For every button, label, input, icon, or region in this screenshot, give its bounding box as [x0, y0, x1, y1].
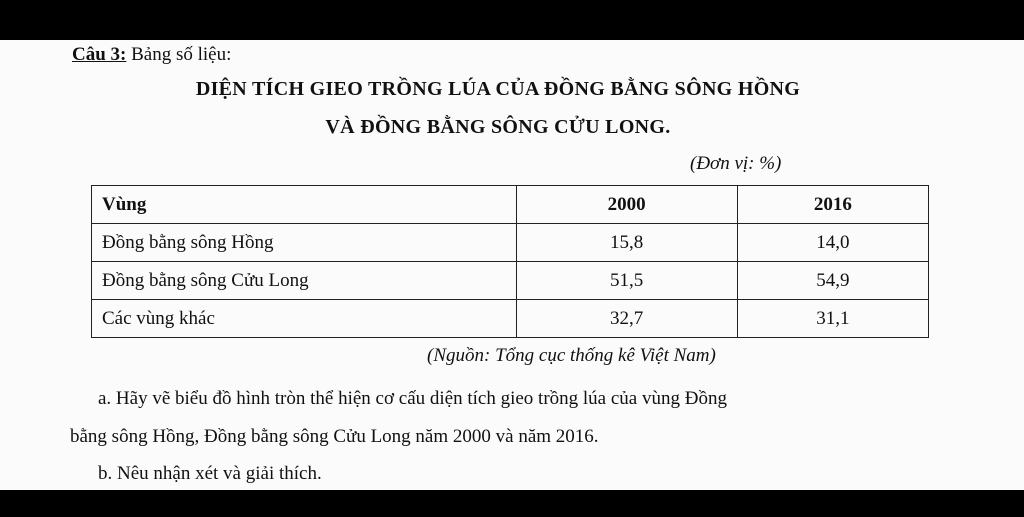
- header-region: Vùng: [92, 186, 517, 224]
- table-title-line-1: DIỆN TÍCH GIEO TRỒNG LÚA CỦA ĐỒNG BẰNG SÔNG HỒNG: [195, 78, 801, 100]
- cell-value-2000: 15,8: [516, 224, 737, 262]
- cell-value-2016: 31,1: [737, 300, 928, 338]
- table-row: [92, 224, 929, 262]
- cell-region: Đồng bằng sông Cửu Long: [92, 262, 517, 300]
- task-a-text: a. Hãy vẽ biểu đồ hình tròn thể hiện cơ cấu diện tích gieo trồng lúa của vùng Đồng: [98, 388, 727, 409]
- table-row: [92, 300, 929, 338]
- question-text: Bảng số liệu:: [126, 44, 232, 65]
- question-heading: [72, 44, 231, 66]
- cell-value-2000: 32,7: [516, 300, 737, 338]
- header-2016: 2016: [737, 186, 928, 224]
- task-a-text-continued: bằng sông Hồng, Đồng bằng sông Cửu Long năm 2000 và năm 2016.: [70, 426, 599, 447]
- table-title-line-2: VÀ ĐỒNG BẰNG SÔNG CỬU LONG.: [325, 116, 671, 138]
- unit-note: (Đơn vị: %): [690, 153, 782, 174]
- cell-region: Đồng bằng sông Hồng: [92, 224, 517, 262]
- data-table: [91, 185, 929, 338]
- cell-value-2016: 14,0: [737, 224, 928, 262]
- task-b-text: b. Nêu nhận xét và giải thích.: [98, 463, 322, 484]
- document-page: [0, 40, 1024, 490]
- table-row: [92, 262, 929, 300]
- cell-value-2000: 51,5: [516, 262, 737, 300]
- source-note: (Nguồn: Tổng cục thống kê Việt Nam): [427, 345, 716, 366]
- header-2000: 2000: [516, 186, 737, 224]
- table-header-row: [92, 186, 929, 224]
- cell-value-2016: 54,9: [737, 262, 928, 300]
- cell-region: Các vùng khác: [92, 300, 517, 338]
- question-label: Câu 3:: [72, 44, 127, 65]
